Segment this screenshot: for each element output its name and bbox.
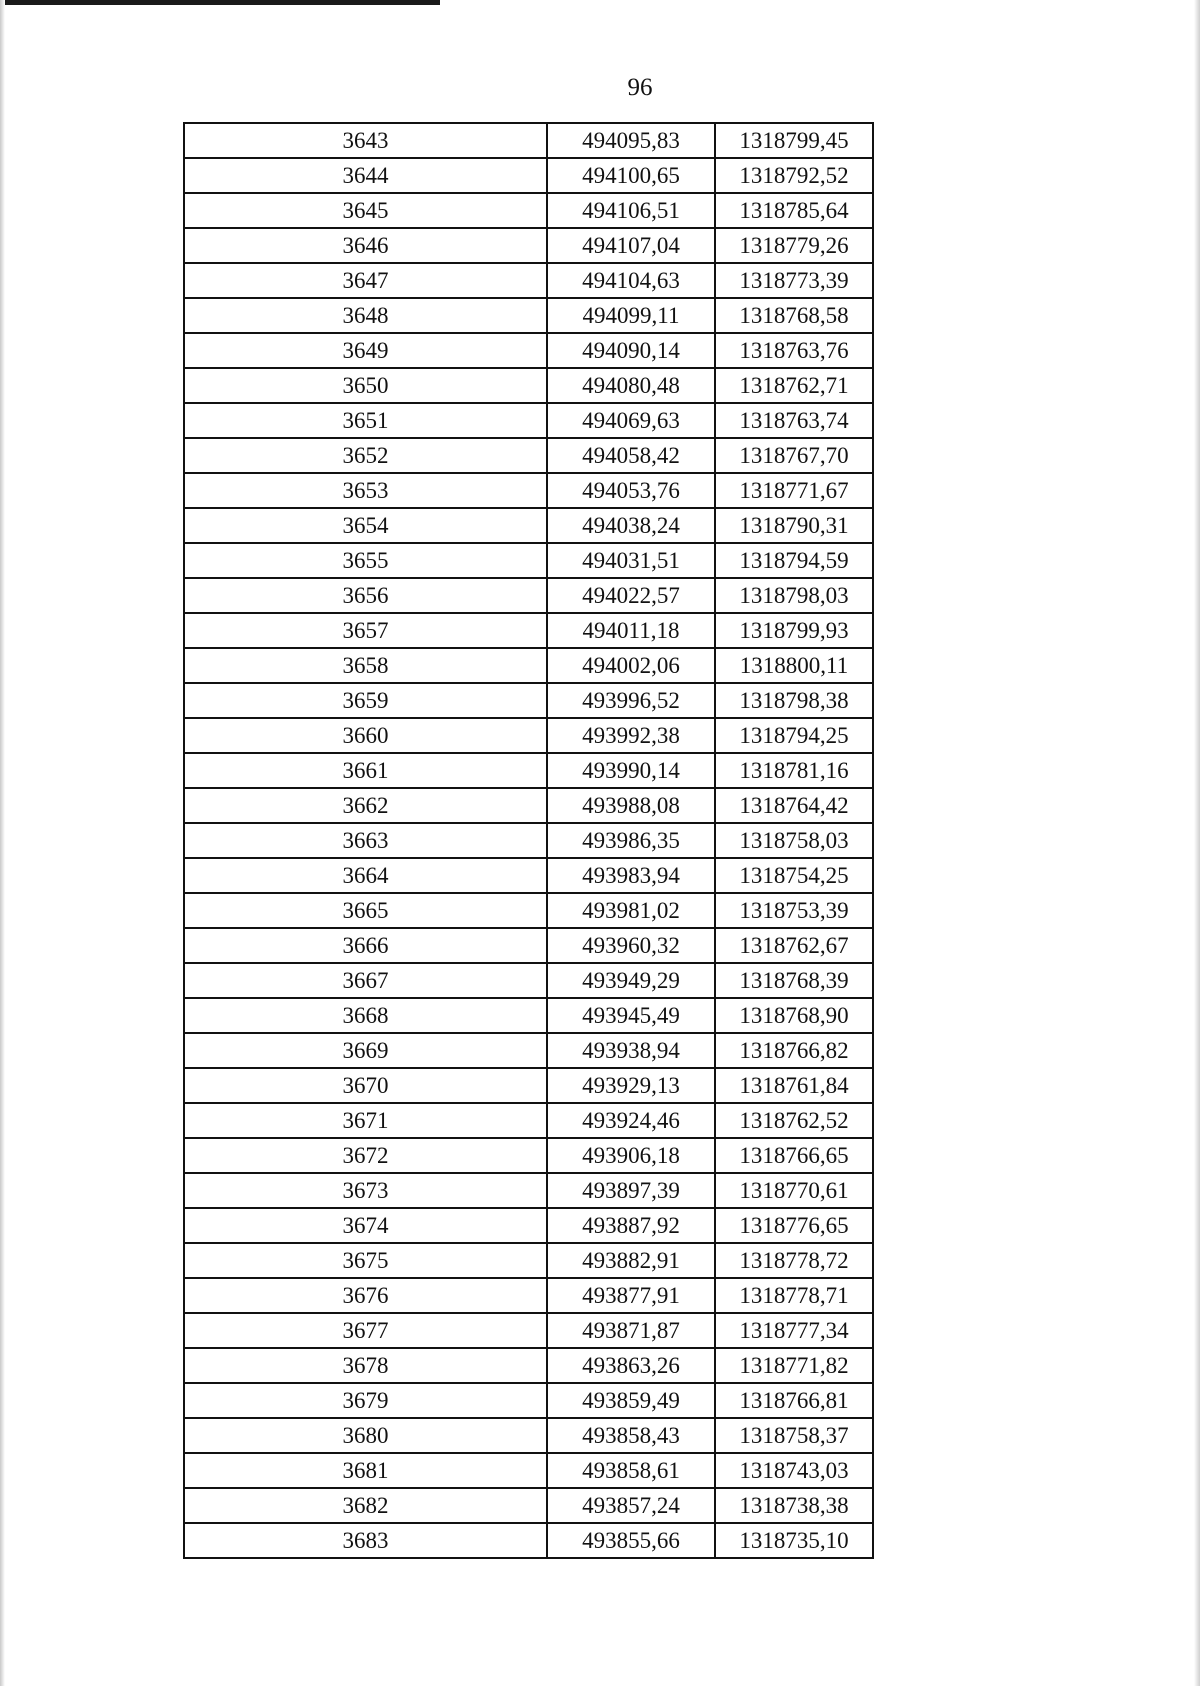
y-coordinate-cell: 1318763,76 xyxy=(715,333,873,368)
y-coordinate-cell: 1318735,10 xyxy=(715,1523,873,1558)
point-number-cell: 3671 xyxy=(184,1103,547,1138)
table-row xyxy=(184,368,873,403)
point-number-cell: 3653 xyxy=(184,473,547,508)
point-number-cell: 3663 xyxy=(184,823,547,858)
x-coordinate-cell: 494002,06 xyxy=(547,648,715,683)
table-row xyxy=(184,1383,873,1418)
point-number-cell: 3657 xyxy=(184,613,547,648)
x-coordinate-cell: 493945,49 xyxy=(547,998,715,1033)
y-coordinate-cell: 1318762,67 xyxy=(715,928,873,963)
x-coordinate-cell: 493996,52 xyxy=(547,683,715,718)
table-row xyxy=(184,1208,873,1243)
point-number-cell: 3672 xyxy=(184,1138,547,1173)
point-number-cell: 3659 xyxy=(184,683,547,718)
x-coordinate-cell: 493960,32 xyxy=(547,928,715,963)
y-coordinate-cell: 1318776,65 xyxy=(715,1208,873,1243)
table-row xyxy=(184,788,873,823)
point-number-cell: 3656 xyxy=(184,578,547,613)
y-coordinate-cell: 1318762,52 xyxy=(715,1103,873,1138)
point-number-cell: 3646 xyxy=(184,228,547,263)
y-coordinate-cell: 1318778,71 xyxy=(715,1278,873,1313)
scan-top-rule xyxy=(0,0,440,5)
x-coordinate-cell: 493988,08 xyxy=(547,788,715,823)
x-coordinate-cell: 493871,87 xyxy=(547,1313,715,1348)
y-coordinate-cell: 1318773,39 xyxy=(715,263,873,298)
table-row xyxy=(184,1453,873,1488)
coordinates-table-body xyxy=(184,123,873,1558)
table-row xyxy=(184,333,873,368)
table-row xyxy=(184,1138,873,1173)
point-number-cell: 3648 xyxy=(184,298,547,333)
y-coordinate-cell: 1318753,39 xyxy=(715,893,873,928)
y-coordinate-cell: 1318758,37 xyxy=(715,1418,873,1453)
table-row xyxy=(184,193,873,228)
y-coordinate-cell: 1318777,34 xyxy=(715,1313,873,1348)
point-number-cell: 3665 xyxy=(184,893,547,928)
point-number-cell: 3678 xyxy=(184,1348,547,1383)
table-row xyxy=(184,1173,873,1208)
y-coordinate-cell: 1318767,70 xyxy=(715,438,873,473)
point-number-cell: 3652 xyxy=(184,438,547,473)
y-coordinate-cell: 1318766,81 xyxy=(715,1383,873,1418)
table-row xyxy=(184,858,873,893)
table-row xyxy=(184,823,873,858)
x-coordinate-cell: 494069,63 xyxy=(547,403,715,438)
x-coordinate-cell: 494107,04 xyxy=(547,228,715,263)
table-row xyxy=(184,718,873,753)
point-number-cell: 3645 xyxy=(184,193,547,228)
x-coordinate-cell: 493992,38 xyxy=(547,718,715,753)
scan-left-edge xyxy=(0,0,5,1686)
point-number-cell: 3655 xyxy=(184,543,547,578)
y-coordinate-cell: 1318770,61 xyxy=(715,1173,873,1208)
x-coordinate-cell: 493906,18 xyxy=(547,1138,715,1173)
table-row xyxy=(184,1103,873,1138)
x-coordinate-cell: 494104,63 xyxy=(547,263,715,298)
scan-right-edge xyxy=(1194,0,1200,1686)
page-number: 96 xyxy=(627,74,653,101)
x-coordinate-cell: 493949,29 xyxy=(547,963,715,998)
point-number-cell: 3647 xyxy=(184,263,547,298)
point-number-cell: 3682 xyxy=(184,1488,547,1523)
x-coordinate-cell: 493877,91 xyxy=(547,1278,715,1313)
y-coordinate-cell: 1318766,65 xyxy=(715,1138,873,1173)
table-row xyxy=(184,438,873,473)
x-coordinate-cell: 493858,61 xyxy=(547,1453,715,1488)
x-coordinate-cell: 493983,94 xyxy=(547,858,715,893)
x-coordinate-cell: 493857,24 xyxy=(547,1488,715,1523)
x-coordinate-cell: 494100,65 xyxy=(547,158,715,193)
y-coordinate-cell: 1318771,82 xyxy=(715,1348,873,1383)
table-row xyxy=(184,1348,873,1383)
table-row xyxy=(184,648,873,683)
x-coordinate-cell: 493863,26 xyxy=(547,1348,715,1383)
table-row xyxy=(184,1278,873,1313)
y-coordinate-cell: 1318779,26 xyxy=(715,228,873,263)
y-coordinate-cell: 1318794,25 xyxy=(715,718,873,753)
point-number-cell: 3680 xyxy=(184,1418,547,1453)
point-number-cell: 3679 xyxy=(184,1383,547,1418)
table-row xyxy=(184,928,873,963)
point-number-cell: 3669 xyxy=(184,1033,547,1068)
x-coordinate-cell: 493929,13 xyxy=(547,1068,715,1103)
point-number-cell: 3670 xyxy=(184,1068,547,1103)
point-number-cell: 3661 xyxy=(184,753,547,788)
y-coordinate-cell: 1318766,82 xyxy=(715,1033,873,1068)
table-row xyxy=(184,1243,873,1278)
y-coordinate-cell: 1318761,84 xyxy=(715,1068,873,1103)
x-coordinate-cell: 493858,43 xyxy=(547,1418,715,1453)
x-coordinate-cell: 494053,76 xyxy=(547,473,715,508)
point-number-cell: 3673 xyxy=(184,1173,547,1208)
x-coordinate-cell: 493924,46 xyxy=(547,1103,715,1138)
table-row xyxy=(184,473,873,508)
x-coordinate-cell: 494080,48 xyxy=(547,368,715,403)
y-coordinate-cell: 1318771,67 xyxy=(715,473,873,508)
table-row xyxy=(184,263,873,298)
table-row xyxy=(184,1068,873,1103)
table-row xyxy=(184,613,873,648)
y-coordinate-cell: 1318754,25 xyxy=(715,858,873,893)
y-coordinate-cell: 1318798,03 xyxy=(715,578,873,613)
table-row xyxy=(184,1418,873,1453)
y-coordinate-cell: 1318764,42 xyxy=(715,788,873,823)
table-row xyxy=(184,1488,873,1523)
x-coordinate-cell: 493882,91 xyxy=(547,1243,715,1278)
point-number-cell: 3677 xyxy=(184,1313,547,1348)
table-row xyxy=(184,403,873,438)
point-number-cell: 3667 xyxy=(184,963,547,998)
x-coordinate-cell: 493981,02 xyxy=(547,893,715,928)
table-row xyxy=(184,893,873,928)
y-coordinate-cell: 1318738,38 xyxy=(715,1488,873,1523)
x-coordinate-cell: 493938,94 xyxy=(547,1033,715,1068)
point-number-cell: 3649 xyxy=(184,333,547,368)
point-number-cell: 3650 xyxy=(184,368,547,403)
x-coordinate-cell: 494099,11 xyxy=(547,298,715,333)
y-coordinate-cell: 1318758,03 xyxy=(715,823,873,858)
table-row xyxy=(184,1523,873,1558)
x-coordinate-cell: 493859,49 xyxy=(547,1383,715,1418)
y-coordinate-cell: 1318799,45 xyxy=(715,123,873,158)
y-coordinate-cell: 1318781,16 xyxy=(715,753,873,788)
point-number-cell: 3662 xyxy=(184,788,547,823)
coordinates-table xyxy=(183,122,874,1559)
y-coordinate-cell: 1318763,74 xyxy=(715,403,873,438)
table-row xyxy=(184,543,873,578)
x-coordinate-cell: 494038,24 xyxy=(547,508,715,543)
y-coordinate-cell: 1318768,39 xyxy=(715,963,873,998)
table-row xyxy=(184,508,873,543)
y-coordinate-cell: 1318794,59 xyxy=(715,543,873,578)
point-number-cell: 3668 xyxy=(184,998,547,1033)
point-number-cell: 3664 xyxy=(184,858,547,893)
x-coordinate-cell: 493897,39 xyxy=(547,1173,715,1208)
point-number-cell: 3666 xyxy=(184,928,547,963)
table-row xyxy=(184,998,873,1033)
point-number-cell: 3676 xyxy=(184,1278,547,1313)
y-coordinate-cell: 1318799,93 xyxy=(715,613,873,648)
point-number-cell: 3643 xyxy=(184,123,547,158)
y-coordinate-cell: 1318743,03 xyxy=(715,1453,873,1488)
y-coordinate-cell: 1318798,38 xyxy=(715,683,873,718)
y-coordinate-cell: 1318762,71 xyxy=(715,368,873,403)
table-row xyxy=(184,578,873,613)
point-number-cell: 3683 xyxy=(184,1523,547,1558)
point-number-cell: 3675 xyxy=(184,1243,547,1278)
point-number-cell: 3644 xyxy=(184,158,547,193)
y-coordinate-cell: 1318768,58 xyxy=(715,298,873,333)
y-coordinate-cell: 1318785,64 xyxy=(715,193,873,228)
x-coordinate-cell: 493855,66 xyxy=(547,1523,715,1558)
point-number-cell: 3651 xyxy=(184,403,547,438)
point-number-cell: 3654 xyxy=(184,508,547,543)
table-row xyxy=(184,228,873,263)
x-coordinate-cell: 494106,51 xyxy=(547,193,715,228)
table-row xyxy=(184,1313,873,1348)
x-coordinate-cell: 494011,18 xyxy=(547,613,715,648)
y-coordinate-cell: 1318792,52 xyxy=(715,158,873,193)
y-coordinate-cell: 1318800,11 xyxy=(715,648,873,683)
y-coordinate-cell: 1318768,90 xyxy=(715,998,873,1033)
x-coordinate-cell: 493990,14 xyxy=(547,753,715,788)
x-coordinate-cell: 494090,14 xyxy=(547,333,715,368)
point-number-cell: 3658 xyxy=(184,648,547,683)
table-row xyxy=(184,158,873,193)
x-coordinate-cell: 494022,57 xyxy=(547,578,715,613)
y-coordinate-cell: 1318778,72 xyxy=(715,1243,873,1278)
table-row xyxy=(184,1033,873,1068)
table-row xyxy=(184,298,873,333)
x-coordinate-cell: 493887,92 xyxy=(547,1208,715,1243)
point-number-cell: 3674 xyxy=(184,1208,547,1243)
point-number-cell: 3660 xyxy=(184,718,547,753)
x-coordinate-cell: 494058,42 xyxy=(547,438,715,473)
table-row xyxy=(184,963,873,998)
y-coordinate-cell: 1318790,31 xyxy=(715,508,873,543)
table-row xyxy=(184,123,873,158)
point-number-cell: 3681 xyxy=(184,1453,547,1488)
table-row xyxy=(184,683,873,718)
table-row xyxy=(184,753,873,788)
x-coordinate-cell: 493986,35 xyxy=(547,823,715,858)
x-coordinate-cell: 494031,51 xyxy=(547,543,715,578)
x-coordinate-cell: 494095,83 xyxy=(547,123,715,158)
